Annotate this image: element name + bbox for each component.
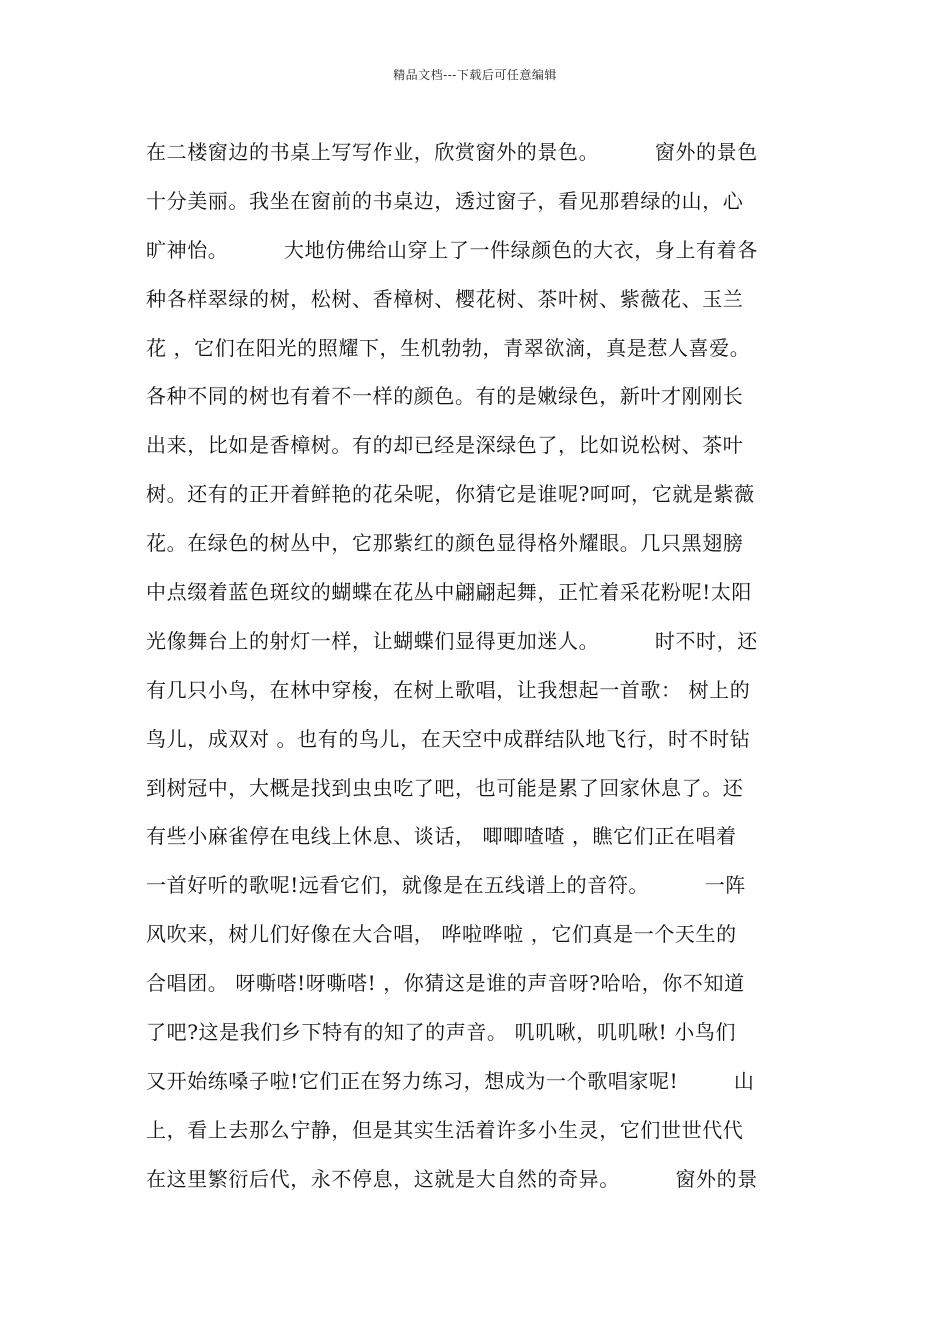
- text-line: 种各样翠绿的树，松树、香樟树、樱花树、茶叶树、紫薇花、玉兰: [146, 286, 744, 311]
- text-line: 旷神怡。 大地仿佛给山穿上了一件绿颜色的大衣，身上有着各: [146, 237, 758, 262]
- text-line: 有些小麻雀停在电线上休息、谈话， 唧唧喳喳 ，瞧它们正在唱着: [146, 824, 737, 849]
- text-line: 在二楼窗边的书桌上写写作业，欣赏窗外的景色。 窗外的景色: [146, 140, 758, 164]
- text-line: 又开始练嗓子啦!它们正在努力练习，想成为一个歌唱家呢! 山: [146, 1068, 755, 1093]
- text-line: 上，看上去那么宁静，但是其实生活着许多小生灵，它们世世代代: [146, 1117, 744, 1142]
- text-line: 风吹来，树儿们好像在大合唱， 哗啦哗啦 ，它们真是一个天生的: [146, 922, 737, 947]
- text-line: 一首好听的歌呢!远看它们，就像是在五线谱上的音符。 一阵: [146, 873, 746, 898]
- text-line: 十分美丽。我坐在窗前的书桌边，透过窗子，看见那碧绿的山，心: [146, 188, 744, 213]
- text-line: 光像舞台上的射灯一样，让蝴蝶们显得更加迷人。 时不时，还: [146, 628, 758, 653]
- page-header: 精品文档---下载后可任意编辑: [393, 68, 557, 82]
- text-line: 中点缀着蓝色斑纹的蝴蝶在花丛中翩翩起舞，正忙着采花粉呢!太阳: [146, 580, 753, 605]
- text-line: 在这里繁衍后代，永不停息，这就是大自然的奇异。 窗外的景: [146, 1166, 758, 1191]
- text-line: 花。在绿色的树丛中，它那紫红的颜色显得格外耀眼。几只黑翅膀: [146, 531, 744, 556]
- text-line: 花 ，它们在阳光的照耀下，生机勃勃，青翠欲滴，真是惹人喜爱。: [146, 335, 751, 360]
- text-line: 出来，比如是香樟树。有的却已经是深绿色了，比如说松树、茶叶: [146, 433, 744, 458]
- text-line: 树。还有的正开着鲜艳的花朵呢，你猜它是谁呢?呵呵，它就是紫薇: [146, 482, 755, 507]
- body-text: [146, 132, 810, 1208]
- text-line: 有几只小鸟，在林中穿梭，在树上歌唱，让我想起一首歌： 树上的: [146, 677, 751, 702]
- text-line: 鸟儿，成双对 。也有的鸟儿，在天空中成群结队地飞行，时不时钻: [146, 726, 751, 751]
- text-line: 各种不同的树也有着不一样的颜色。有的是嫩绿色，新叶才刚刚长: [146, 384, 744, 409]
- text-line: 合唱团。 呀嘶嗒!呀嘶嗒! ，你猜这是谁的声音呀?哈哈，你不知道: [146, 971, 745, 996]
- text-line: 了吧?这是我们乡下特有的知了的声音。 叽叽啾，叽叽啾! 小鸟们: [146, 1020, 737, 1045]
- text-line: 到树冠中，大概是找到虫虫吃了吧，也可能是累了回家休息了。还: [146, 775, 744, 800]
